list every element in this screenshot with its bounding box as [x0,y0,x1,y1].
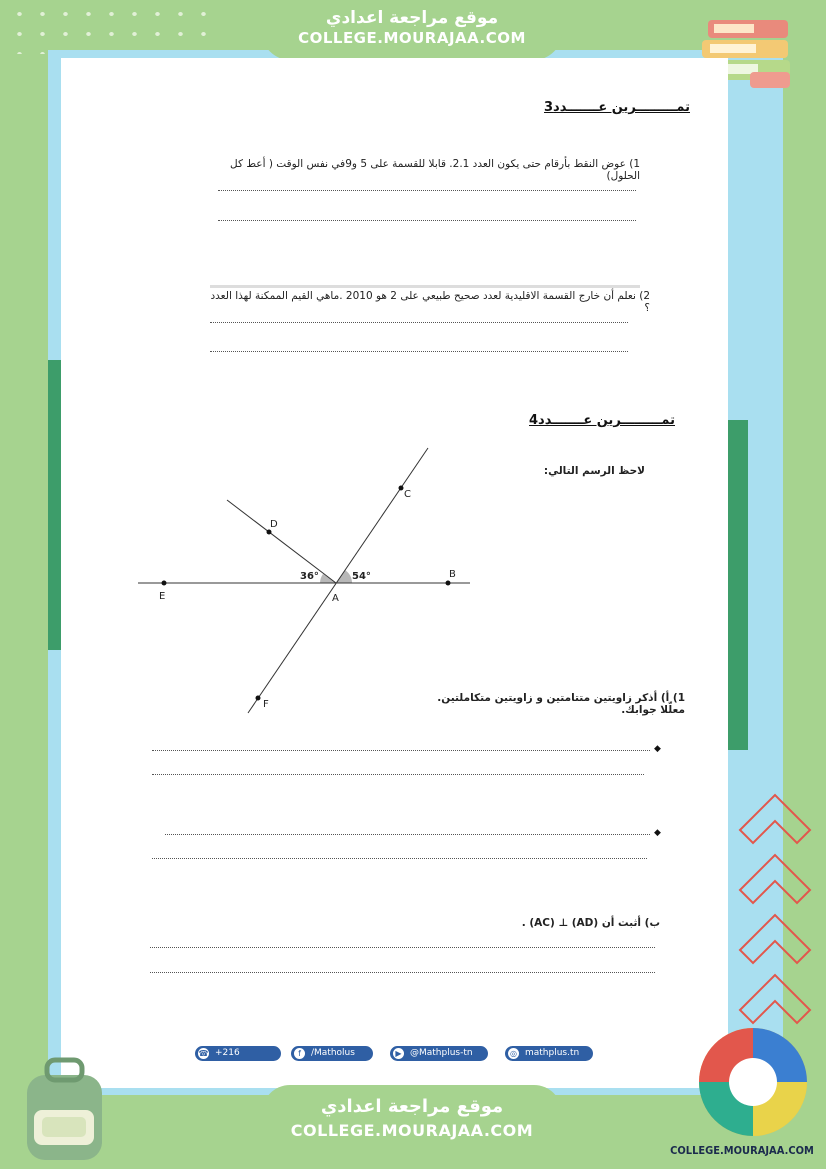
exercise4-question-a: 1) أ) أذكر زاويتين متتامتين و زاويتين متكاملتين. معلّلا جوابك. [437,692,685,716]
facebook-badge[interactable]: f /Matholus [291,1046,373,1061]
answer-line [150,972,655,973]
label-C: C [404,489,411,500]
decorative-dots [8,4,208,54]
ray-AD [227,500,336,583]
label-A: A [332,593,339,604]
label-D: D [270,519,278,530]
answer-line [165,834,650,835]
backpack-icon [12,1055,117,1165]
bullet-icon: ◆ [654,828,661,838]
globe-icon: ◎ [508,1048,519,1059]
label-B: B [449,569,456,580]
point-B [446,581,451,586]
angle-label-36: 36° [300,571,319,582]
answer-line [210,351,628,352]
chevron-decoration-icon [735,790,820,1050]
scan-stripe [210,285,640,288]
point-F [256,696,261,701]
site-footer [262,1085,562,1155]
answer-line [152,858,647,859]
social-links [195,1046,605,1073]
label-F: F [263,699,269,710]
answer-line [218,190,636,191]
accent-bar-right [728,420,748,750]
facebook-icon: f [294,1048,305,1059]
exercise3-question1: 1) عوض النقط بأرقام حتى يكون العدد 2.1. قابلا للقسمة على 5 و9في نفس الوقت ( أعط كل الحلول) [230,158,640,182]
bullet-icon: ◆ [654,744,661,754]
angle-label-54: 54° [352,571,371,582]
youtube-icon: ▶ [393,1048,404,1059]
answer-line [152,750,650,751]
site-header [262,0,562,60]
brand-url: COLLEGE.MOURAJAA.COM [670,1144,814,1157]
website-badge[interactable]: ◎ mathplus.tn [505,1046,593,1061]
footer-site-name: موقع مراجعة اعدادي [320,1096,504,1117]
phone-icon: ☎ [198,1049,209,1058]
geometry-figure [130,440,480,725]
site-name: موقع مراجعة اعدادي [325,8,499,28]
point-D [267,530,272,535]
brand-wheel-icon [693,1022,813,1142]
exercise3-title: تمـــــــــرين عـــــــدد3 [544,100,690,115]
exercise4-instruction: لاحظ الرسم التالي: [543,465,645,477]
youtube-badge[interactable]: ▶ @Mathplus-tn [390,1046,488,1061]
exercise3-question2: 2) نعلم أن خارج القسمة الاقليدية لعدد صحيح طبيعي على 2 هو 2010 .ماهي القيم الممكنة لهذا العدد ؟ [210,290,650,314]
footer-site-url[interactable]: COLLEGE.MOURAJAA.COM [290,1121,534,1140]
exercise4-title: تمـــــــــرين عـــــــدد4 [529,413,675,428]
label-E: E [159,591,166,602]
point-E [162,581,167,586]
answer-line [150,947,655,948]
answer-line [152,774,644,775]
answer-line [218,220,636,221]
phone-badge[interactable]: ☎ +216 52061249 [195,1046,281,1061]
exercise4-question-b: ب) أثبت أن (AD) ⊥ (AC) . [521,917,660,929]
answer-line [210,322,628,323]
site-url[interactable]: COLLEGE.MOURAJAA.COM [298,29,526,47]
point-C [399,486,404,491]
